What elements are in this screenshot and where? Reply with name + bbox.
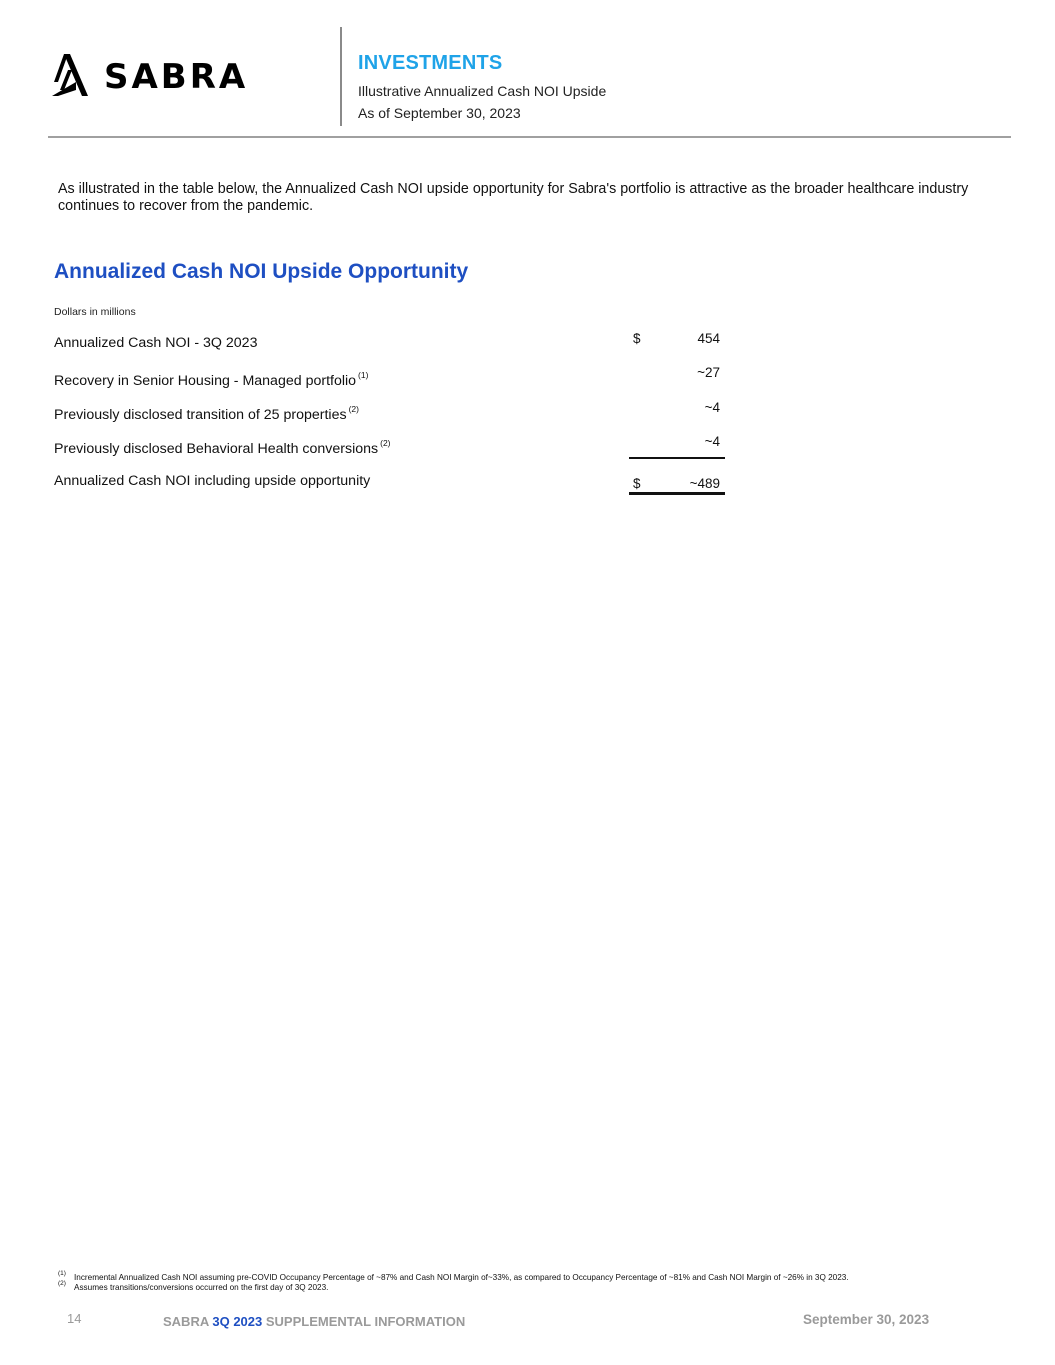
logo-mark-icon <box>52 54 88 96</box>
table-row-label: Previously disclosed transition of 25 properties $^{(2)}$ <box>54 404 359 423</box>
page-number: 14 <box>67 1311 82 1326</box>
table-row-label: Annualized Cash NOI - 3Q 2023 <box>54 335 258 351</box>
as-of-date: As of September 30, 2023 <box>358 105 521 121</box>
intro-paragraph: As illustrated in the table below, the Annualized Cash NOI upside opportunity for Sabra's portfolio is attractive as the broader healthcare industry continues to recover from the pandemic. <box>58 181 969 214</box>
table-total-currency: $ <box>633 476 641 491</box>
table-row-label: Previously disclosed Behavioral Health conversions $^{(2)}$ <box>54 438 391 457</box>
footer-brand <box>163 1314 465 1329</box>
footnote-ref: (2) <box>348 404 359 414</box>
footnote-text: Assumes transitions/conversions occurred on the first day of 3Q 2023. <box>74 1283 329 1292</box>
footnote-text: Incremental Annualized Cash NOI assuming pre-COVID Occupancy Percentage of ~87% and Cash NOI Margin of~33%, as compared to Occupancy Percentage of ~81% and Cash NOI Margin of ~26% in 3Q 2023. <box>74 1273 849 1282</box>
footnote-ref: (1) <box>358 370 369 380</box>
logo-wordmark: SABRA <box>104 57 249 97</box>
table-row-currency: $ <box>633 331 641 346</box>
page-subtitle: Illustrative Annualized Cash NOI Upside <box>358 83 607 99</box>
footer-date: September 30, 2023 <box>803 1312 930 1327</box>
footnote-mark: (2) <box>58 1280 66 1287</box>
header-divider <box>340 27 342 126</box>
table-row-value: ~4 <box>704 434 720 449</box>
subtotal-rule <box>629 457 725 459</box>
footer-brand-prefix: SABRA <box>163 1314 209 1329</box>
footnote-mark: (1) <box>58 1270 66 1277</box>
header-rule <box>48 136 1011 138</box>
section-title: INVESTMENTS <box>358 52 503 74</box>
footer-brand-suffix: SUPPLEMENTAL INFORMATION <box>265 1314 466 1329</box>
table-total-label: Annualized Cash NOI including upside opportunity <box>54 473 371 489</box>
table-row-label: Recovery in Senior Housing - Managed portfolio $^{(1)}$ <box>54 370 369 389</box>
table-title: Annualized Cash NOI Upside Opportunity <box>54 260 469 283</box>
table-row-value: 454 <box>697 331 720 346</box>
sabra-logo <box>52 52 296 98</box>
footnote-ref: (2) <box>380 438 391 448</box>
table-row-value: ~27 <box>697 365 720 380</box>
table-total-value: ~489 <box>689 476 720 491</box>
table-row-value: ~4 <box>704 400 720 415</box>
units-note: Dollars in millions <box>54 306 136 318</box>
total-rule <box>629 492 725 495</box>
footer-brand-highlight: 3Q 2023 <box>212 1314 263 1329</box>
